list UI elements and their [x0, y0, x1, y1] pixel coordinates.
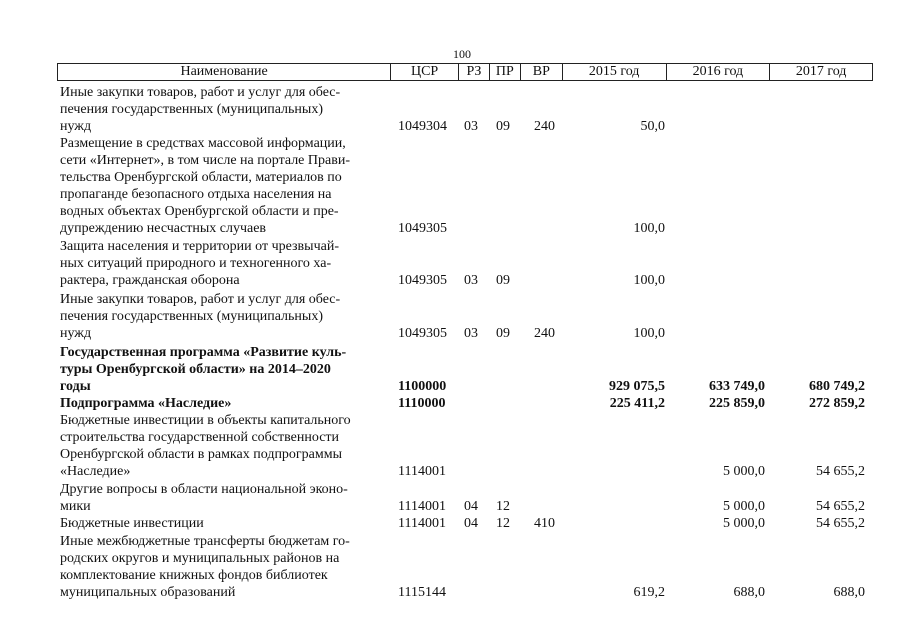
row-2015: 100,0 — [633, 273, 665, 288]
row-rz: 04 — [464, 516, 478, 531]
row-csr: 1115144 — [398, 585, 446, 600]
row-name: Бюджетные инвестиции — [60, 516, 204, 531]
row-2015: 225 411,2 — [609, 396, 665, 411]
row-vr: 240 — [534, 326, 555, 341]
row-rz: 03 — [464, 273, 478, 288]
row-pr: 12 — [496, 499, 510, 514]
row-csr: 1100000 — [398, 379, 447, 394]
row-2016: 688,0 — [733, 585, 765, 600]
row-csr: 1049305 — [398, 326, 447, 341]
row-name: Иные межбюджетные трансферты бюджетам го- родских округов и муниципальных районов на комплектование книжных фондов библиотек муниципальных образований — [60, 534, 350, 600]
row-pr: 09 — [496, 119, 510, 134]
row-csr: 1114001 — [398, 516, 446, 531]
row-2016: 5 000,0 — [723, 499, 765, 514]
row-name: Другие вопросы в области национальной эконо- мики — [60, 482, 348, 514]
row-2016: 5 000,0 — [723, 464, 765, 479]
row-csr: 1114001 — [398, 464, 446, 479]
row-2015: 929 075,5 — [609, 379, 665, 394]
row-2017: 272 859,2 — [809, 396, 865, 411]
header-csr: ЦСР — [390, 64, 458, 80]
row-csr: 1049305 — [398, 221, 447, 236]
row-2016: 225 859,0 — [709, 396, 765, 411]
row-vr: 240 — [534, 119, 555, 134]
row-2016: 633 749,0 — [709, 379, 765, 394]
row-csr: 1049304 — [398, 119, 447, 134]
row-2015: 100,0 — [633, 326, 665, 341]
header-2015: 2015 год — [562, 64, 666, 80]
row-pr: 09 — [496, 273, 510, 288]
row-2017: 680 749,2 — [809, 379, 865, 394]
row-name: Защита населения и территории от чрезвычай- ных ситуаций природного и техногенного ха- рактера, гражданская оборона — [60, 239, 339, 288]
row-pr: 12 — [496, 516, 510, 531]
row-2017: 54 655,2 — [816, 464, 865, 479]
header-name: Наименование — [180, 64, 268, 79]
row-name: Подпрограмма «Наследие» — [60, 396, 232, 411]
row-2016: 5 000,0 — [723, 516, 765, 531]
row-name: Бюджетные инвестиции в объекты капитального строительства государственной собственности Оренбургской области в рамках подпрограммы «Наследие» — [60, 413, 351, 479]
row-csr: 1114001 — [398, 499, 446, 514]
header-2016: 2016 год — [666, 64, 770, 80]
row-2015: 619,2 — [633, 585, 665, 600]
row-csr: 1049305 — [398, 273, 447, 288]
row-2017: 54 655,2 — [816, 516, 865, 531]
page-number: 100 — [453, 47, 471, 61]
header-pr: ПР — [489, 64, 520, 80]
row-rz: 03 — [464, 326, 478, 341]
header-rz: РЗ — [458, 64, 489, 80]
header-vr: ВР — [520, 64, 562, 80]
row-csr: 1110000 — [398, 396, 446, 411]
row-2017: 54 655,2 — [816, 499, 865, 514]
row-vr: 410 — [534, 516, 555, 531]
row-rz: 03 — [464, 119, 478, 134]
row-name: Иные закупки товаров, работ и услуг для обес- печения государственных (муниципальных) нужд — [60, 292, 341, 341]
row-2017: 688,0 — [833, 585, 865, 600]
row-name: Размещение в средствах массовой информации, сети «Интернет», в том числе на портале Прави- тельства Оренбургской области, материалов по пропаганде безопасного отдыха населения на водных объектах Оренбургской области и пре- дупреждению несчастных случаев — [60, 136, 350, 236]
row-rz: 04 — [464, 499, 478, 514]
row-pr: 09 — [496, 326, 510, 341]
row-name: Иные закупки товаров, работ и услуг для обес- печения государственных (муниципальных) нужд — [60, 85, 341, 134]
header-2017: 2017 год — [769, 64, 872, 80]
row-2015: 100,0 — [633, 221, 665, 236]
row-name: Государственная программа «Развитие куль- туры Оренбургской области» на 2014–2020 годы — [60, 345, 347, 394]
row-2015: 50,0 — [640, 119, 665, 134]
